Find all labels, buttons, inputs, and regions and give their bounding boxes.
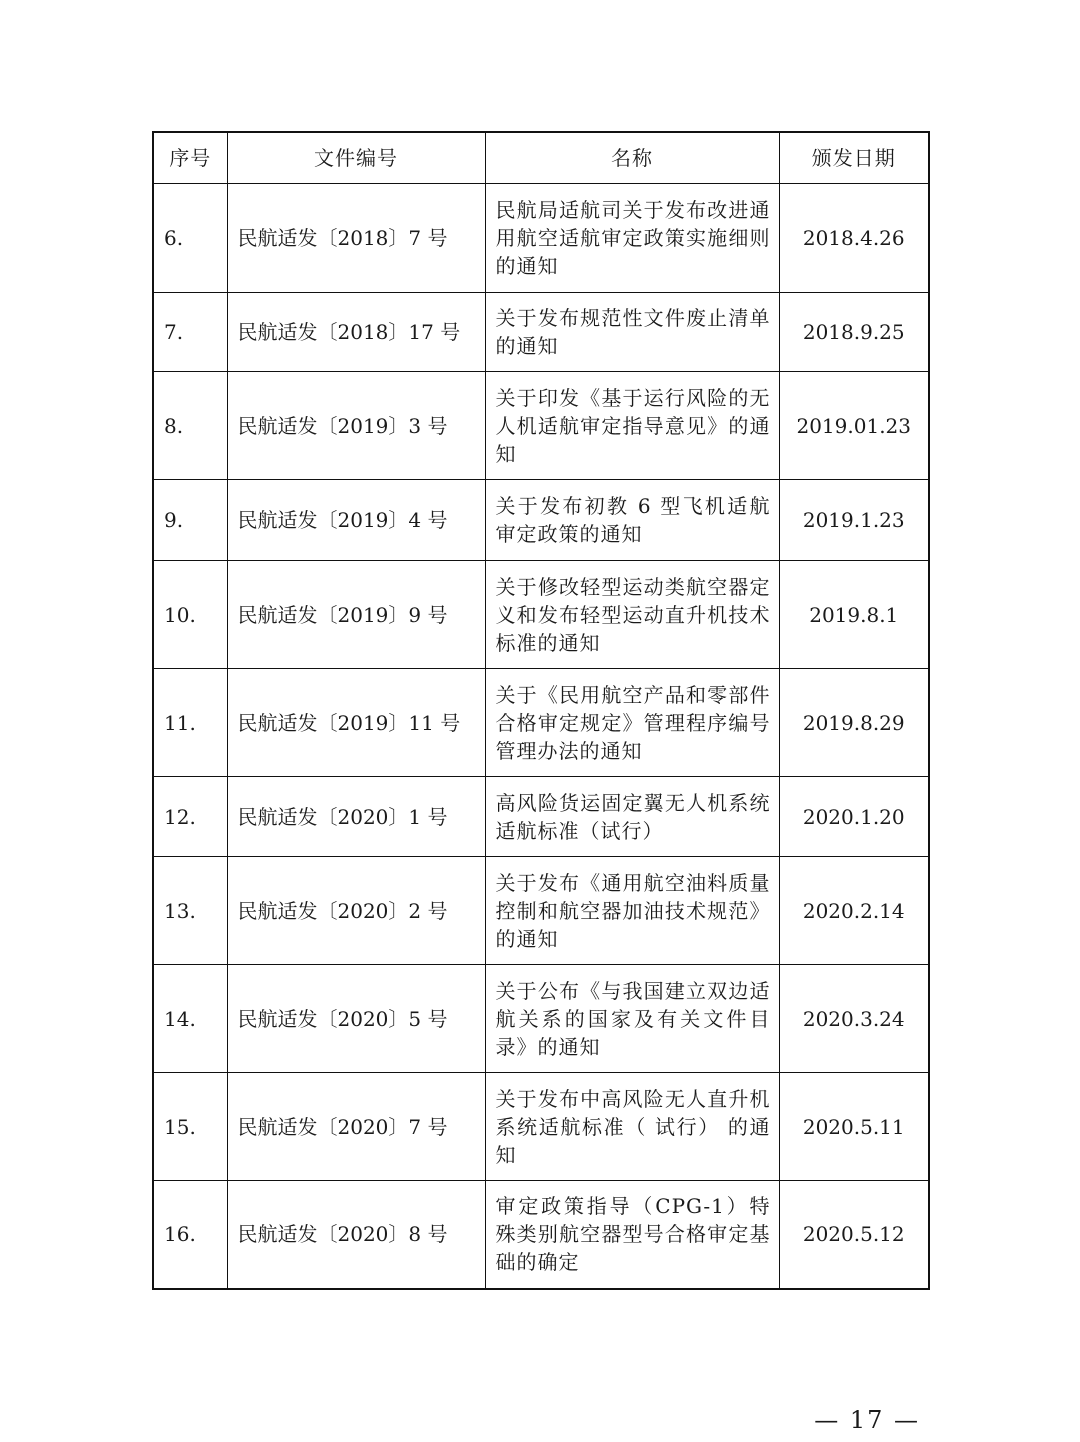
cell-code: 民航适发〔2020〕5 号	[227, 965, 485, 1073]
cell-name: 关于发布初教 6 型飞机适航审定政策的通知	[485, 480, 779, 561]
cell-date: 2020.2.14	[779, 857, 929, 965]
cell-name: 关于《民用航空产品和零部件合格审定规定》管理程序编号管理办法的通知	[485, 669, 779, 777]
cell-seq: 11.	[153, 669, 227, 777]
cell-name: 高风险货运固定翼无人机系统适航标准（试行）	[485, 777, 779, 857]
cell-date: 2020.5.11	[779, 1073, 929, 1181]
header-seq: 序号	[153, 132, 227, 184]
table-row	[153, 777, 929, 857]
cell-code: 民航适发〔2020〕2 号	[227, 857, 485, 965]
cell-name: 关于发布规范性文件废止清单的通知	[485, 293, 779, 372]
cell-code: 民航适发〔2019〕4 号	[227, 480, 485, 561]
cell-name: 关于修改轻型运动类航空器定义和发布轻型运动直升机技术标准的通知	[485, 561, 779, 669]
table-row	[153, 965, 929, 1073]
cell-seq: 9.	[153, 480, 227, 561]
cell-code: 民航适发〔2019〕11 号	[227, 669, 485, 777]
table-row	[153, 1073, 929, 1181]
cell-name: 审定政策指导（CPG-1）特殊类别航空器型号合格审定基础的确定	[485, 1181, 779, 1289]
cell-code: 民航适发〔2018〕7 号	[227, 184, 485, 293]
cell-date: 2020.5.12	[779, 1181, 929, 1289]
cell-seq: 14.	[153, 965, 227, 1073]
cell-date: 2020.1.20	[779, 777, 929, 857]
cell-date: 2018.9.25	[779, 293, 929, 372]
cell-name: 关于发布中高风险无人直升机系统适航标准（ 试行） 的通知	[485, 1073, 779, 1181]
cell-date: 2018.4.26	[779, 184, 929, 293]
cell-seq: 8.	[153, 372, 227, 480]
table-row	[153, 1181, 929, 1289]
cell-code: 民航适发〔2018〕17 号	[227, 293, 485, 372]
cell-seq: 6.	[153, 184, 227, 293]
cell-name: 关于公布《与我国建立双边适航关系的国家及有关文件目录》的通知	[485, 965, 779, 1073]
cell-name: 关于发布《通用航空油料质量控制和航空器加油技术规范》的通知	[485, 857, 779, 965]
table-row	[153, 669, 929, 777]
cell-date: 2019.8.1	[779, 561, 929, 669]
cell-name: 关于印发《基于运行风险的无人机适航审定指导意见》的通知	[485, 372, 779, 480]
cell-seq: 13.	[153, 857, 227, 965]
table-body	[153, 184, 929, 1289]
regulation-table	[152, 131, 930, 1290]
cell-seq: 16.	[153, 1181, 227, 1289]
page-number: — 17 —	[814, 1406, 920, 1434]
cell-date: 2019.01.23	[779, 372, 929, 480]
cell-date: 2019.8.29	[779, 669, 929, 777]
cell-name: 民航局适航司关于发布改进通用航空适航审定政策实施细则的通知	[485, 184, 779, 293]
header-code: 文件编号	[227, 132, 485, 184]
table-header	[153, 132, 929, 184]
table-row	[153, 857, 929, 965]
table-row	[153, 561, 929, 669]
cell-seq: 7.	[153, 293, 227, 372]
header-date: 颁发日期	[779, 132, 929, 184]
cell-code: 民航适发〔2020〕7 号	[227, 1073, 485, 1181]
table-row	[153, 293, 929, 372]
cell-seq: 15.	[153, 1073, 227, 1181]
table-row	[153, 372, 929, 480]
header-row	[153, 132, 929, 184]
cell-seq: 12.	[153, 777, 227, 857]
header-name: 名称	[485, 132, 779, 184]
cell-seq: 10.	[153, 561, 227, 669]
table-row	[153, 184, 929, 293]
cell-code: 民航适发〔2020〕8 号	[227, 1181, 485, 1289]
cell-code: 民航适发〔2020〕1 号	[227, 777, 485, 857]
cell-code: 民航适发〔2019〕3 号	[227, 372, 485, 480]
cell-code: 民航适发〔2019〕9 号	[227, 561, 485, 669]
table-row	[153, 480, 929, 561]
cell-date: 2020.3.24	[779, 965, 929, 1073]
cell-date: 2019.1.23	[779, 480, 929, 561]
